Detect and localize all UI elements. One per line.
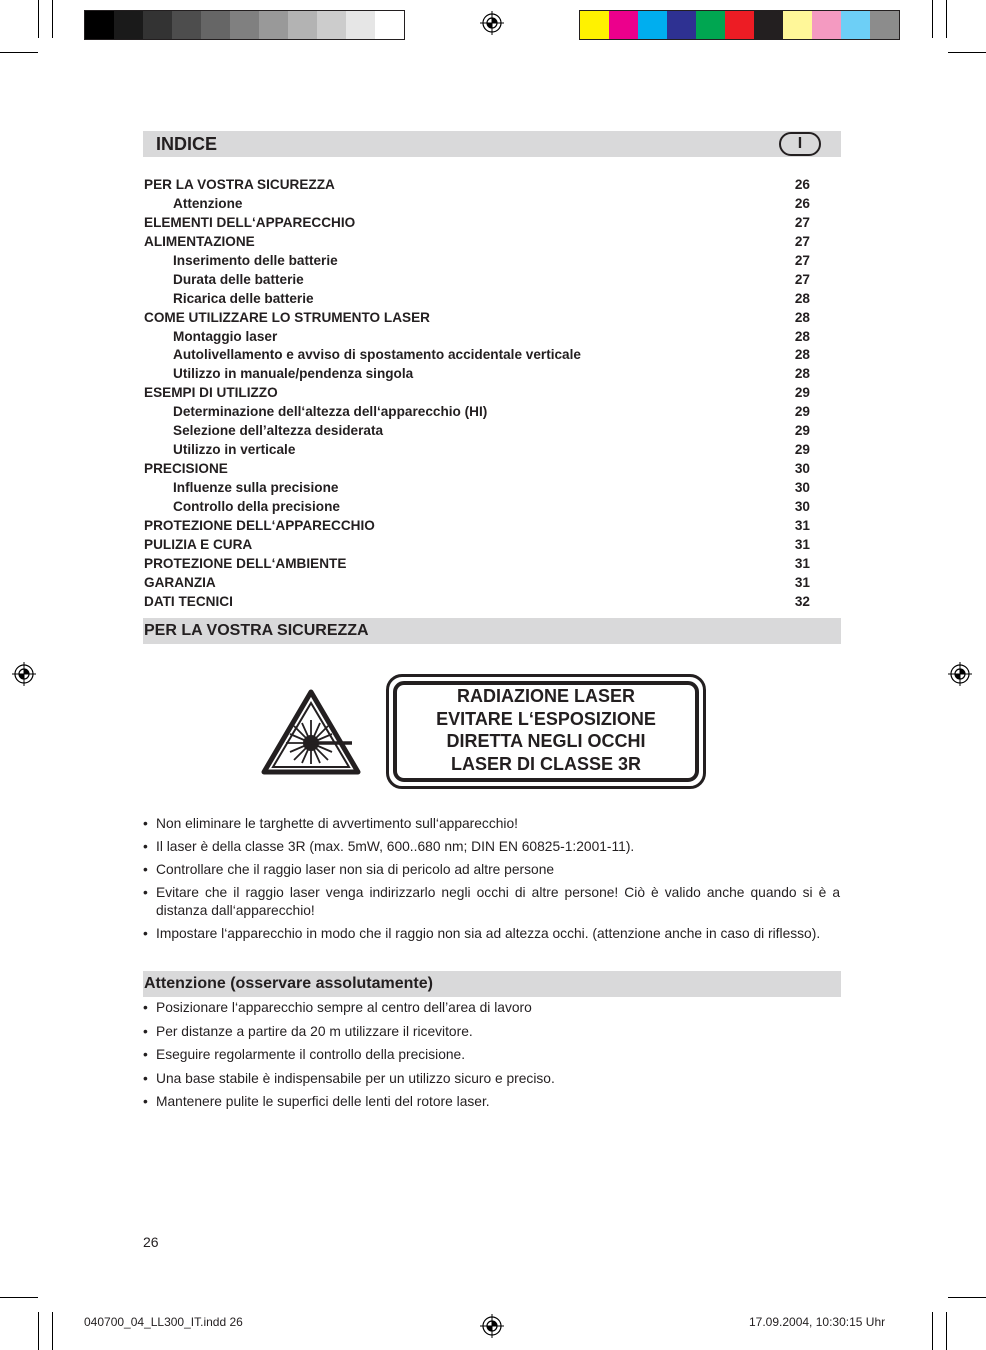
warning-line: RADIAZIONE LASER <box>456 686 635 706</box>
toc-entry <box>144 573 810 592</box>
laser-warning-label <box>386 674 706 789</box>
warning-line: DIRETTA NEGLI OCCHI <box>446 731 646 751</box>
toc-entry-title: PROTEZIONE DELL‘APPARECCHIO <box>144 517 375 533</box>
toc-entry-page: 28 <box>794 290 810 306</box>
toc-entry-title: DATI TECNICI <box>144 593 233 609</box>
language-badge: I <box>779 132 821 156</box>
bullet-item: • Eseguire regolarmente il controllo della precisione. <box>143 1046 840 1064</box>
toc-entry <box>144 175 810 194</box>
color-swatch <box>346 11 375 39</box>
toc-entry-title: Inserimento delle batterie <box>173 252 338 268</box>
toc-entry-page: 27 <box>794 214 810 230</box>
bullet-item: • Controllare che il raggio laser non sia di pericolo ad altre persone <box>143 861 840 879</box>
registration-mark-icon <box>480 1314 504 1338</box>
toc-entry-title: Utilizzo in manuale/pendenza singola <box>173 366 414 382</box>
color-swatch <box>783 11 812 39</box>
page-number: 26 <box>143 1234 159 1250</box>
toc-entry-page: 26 <box>794 177 810 192</box>
color-swatch <box>841 11 870 39</box>
color-swatch <box>85 11 114 39</box>
toc-entry-title: Determinazione dell‘altezza dell‘apparecchio (HI) <box>173 404 488 420</box>
color-swatch <box>667 11 696 39</box>
safety-bullet-list <box>143 815 840 943</box>
bullet-item: • Non eliminare le targhette di avvertimento sull‘apparecchio! <box>143 815 840 833</box>
bullet-item: • Evitare che il raggio laser venga indirizzarlo negli occhi di altre persone! Ciò è valido anche quando si è a distanza dall‘apparecchio! <box>143 884 840 919</box>
toc-entry <box>144 194 810 213</box>
toc-entry <box>144 327 810 346</box>
color-swatch <box>812 11 841 39</box>
color-swatch <box>317 11 346 39</box>
color-swatch <box>143 11 172 39</box>
color-swatch <box>259 11 288 39</box>
color-swatch <box>288 11 317 39</box>
color-swatch <box>725 11 754 39</box>
toc-entry-title: Durata delle batterie <box>173 271 304 287</box>
toc-entry-page: 30 <box>794 461 810 477</box>
color-swatch <box>172 11 201 39</box>
toc-entry-title: Autolivellamento e avviso di spostamento accidentale verticale <box>173 347 581 363</box>
toc-entry-title: PER LA VOSTRA SICUREZZA <box>144 177 335 192</box>
toc-entry-title: GARANZIA <box>144 574 216 590</box>
toc-entry-page: 29 <box>794 385 810 401</box>
toc-entry <box>144 535 810 554</box>
index-header <box>143 131 841 158</box>
safety-title: PER LA VOSTRA SICUREZZA <box>144 622 369 639</box>
toc-entry <box>144 554 810 573</box>
warning-line: EVITARE L‘ESPOSIZIONE <box>436 708 656 729</box>
toc-entry-title: PULIZIA E CURA <box>144 536 253 552</box>
bullet-item: • Il laser è della classe 3R (max. 5mW, 600..680 nm; DIN EN 60825-1:2001-11). <box>143 838 840 856</box>
toc-entry <box>144 289 810 308</box>
toc-entry <box>144 497 810 516</box>
bullet-item: • Posizionare l‘apparecchio sempre al centro dell’area di lavoro <box>143 999 840 1017</box>
laser-warning-icon <box>260 688 362 776</box>
toc-entry-title: Controllo della precisione <box>173 498 340 514</box>
toc-entry <box>144 232 810 251</box>
bullet-item: • Mantenere pulite le superfici delle lenti del rotore laser. <box>143 1093 840 1111</box>
table-of-contents <box>144 175 810 611</box>
toc-entry-title: ESEMPI DI UTILIZZO <box>144 385 278 401</box>
bullet-item: • Una base stabile è indispensabile per un utilizzo sicuro e preciso. <box>143 1070 840 1088</box>
print-timestamp: 17.09.2004, 10:30:15 Uhr <box>749 1315 886 1329</box>
toc-entry <box>144 459 810 478</box>
toc-entry-page: 27 <box>794 271 810 287</box>
grayscale-color-bar <box>84 10 405 40</box>
registration-mark-icon <box>948 662 972 686</box>
toc-entry-title: ELEMENTI DELL‘APPARECCHIO <box>144 214 356 230</box>
color-swatch <box>609 11 638 39</box>
file-info: 040700_04_LL300_IT.indd 26 <box>84 1315 243 1329</box>
toc-entry-page: 31 <box>794 536 810 552</box>
toc-entry <box>144 440 810 459</box>
toc-entry-page: 29 <box>794 442 810 458</box>
warning-line: LASER DI CLASSE 3R <box>450 753 642 774</box>
process-color-bar <box>579 10 900 40</box>
toc-entry-page: 28 <box>794 366 810 382</box>
toc-entry-page: 30 <box>794 498 810 514</box>
color-swatch <box>696 11 725 39</box>
toc-entry-page: 28 <box>794 328 810 344</box>
toc-entry <box>144 251 810 270</box>
toc-entry-page: 29 <box>794 423 810 439</box>
toc-entry <box>144 213 810 232</box>
toc-entry-title: Montaggio laser <box>173 328 278 344</box>
toc-entry-title: Selezione dell’altezza desiderata <box>173 423 384 439</box>
toc-entry-page: 30 <box>794 480 810 495</box>
registration-mark-icon <box>12 662 36 686</box>
attention-bullet-list <box>143 999 840 1111</box>
color-swatch <box>870 11 899 39</box>
color-swatch <box>201 11 230 39</box>
toc-entry-title: PROTEZIONE DELL‘AMBIENTE <box>144 555 347 571</box>
toc-entry-page: 26 <box>794 195 810 211</box>
toc-entry <box>144 402 810 421</box>
color-swatch <box>114 11 143 39</box>
bullet-item: • Per distanze a partire da 20 m utilizzare il ricevitore. <box>143 1023 840 1041</box>
attention-title: Attenzione (osservare assolutamente) <box>144 975 433 992</box>
toc-entry-page: 32 <box>794 593 810 609</box>
toc-entry-title: Influenze sulla precisione <box>173 480 339 495</box>
safety-header <box>143 618 841 645</box>
registration-mark-icon <box>480 11 504 35</box>
toc-entry <box>144 364 810 383</box>
color-swatch <box>375 11 404 39</box>
toc-entry-page: 31 <box>794 555 810 571</box>
toc-entry <box>144 478 810 497</box>
toc-entry-page: 27 <box>794 252 810 268</box>
toc-entry-title: ALIMENTAZIONE <box>144 233 255 249</box>
color-swatch <box>754 11 783 39</box>
toc-entry <box>144 308 810 327</box>
toc-entry <box>144 516 810 535</box>
toc-entry-title: Ricarica delle batterie <box>173 290 314 306</box>
toc-entry <box>144 270 810 289</box>
toc-entry-page: 27 <box>794 233 810 249</box>
toc-entry <box>144 383 810 402</box>
toc-entry-page: 28 <box>794 347 810 363</box>
toc-entry <box>144 592 810 611</box>
toc-entry-title: COME UTILIZZARE LO STRUMENTO LASER <box>144 309 430 325</box>
toc-entry-title: PRECISIONE <box>144 461 228 477</box>
toc-entry-page: 28 <box>794 309 810 325</box>
bullet-item: • Impostare l‘apparecchio in modo che il raggio non sia ad altezza occhi. (attenzione anche in caso di riflesso). <box>143 925 840 943</box>
toc-entry-page: 31 <box>794 517 810 533</box>
toc-entry-title: Attenzione <box>173 195 243 211</box>
toc-entry <box>144 421 810 440</box>
color-swatch <box>230 11 259 39</box>
toc-entry-page: 29 <box>794 404 810 420</box>
toc-entry-title: Utilizzo in verticale <box>173 442 296 458</box>
color-swatch <box>638 11 667 39</box>
toc-entry-page: 31 <box>794 574 810 590</box>
toc-entry <box>144 345 810 364</box>
index-title: INDICE <box>156 134 218 154</box>
color-swatch <box>580 11 609 39</box>
attention-header <box>143 971 841 998</box>
